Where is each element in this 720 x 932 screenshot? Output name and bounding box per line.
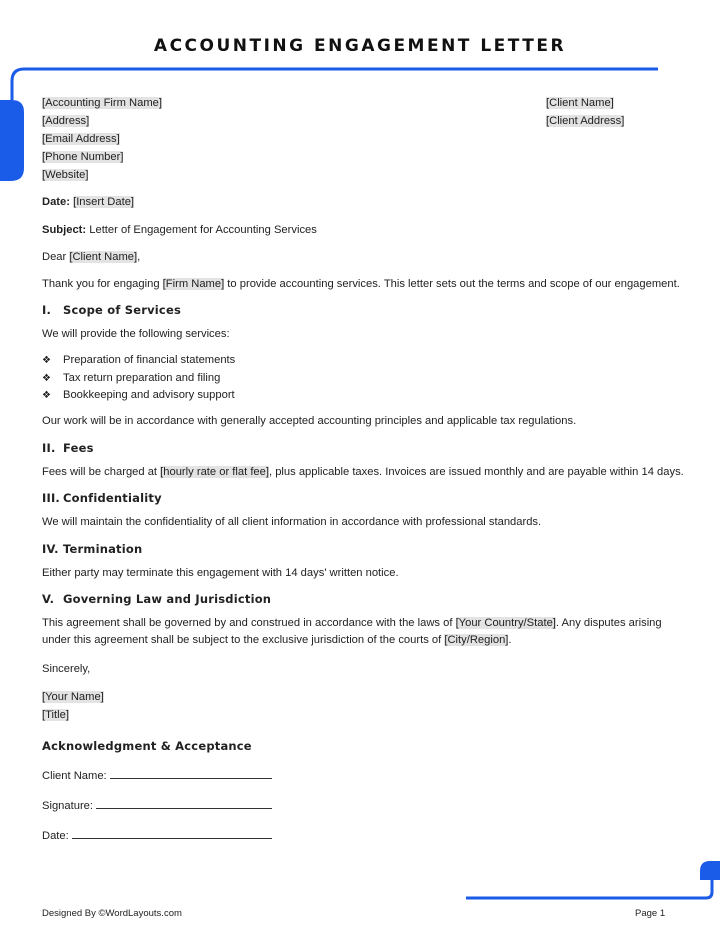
- bottom-accent-line: [466, 878, 712, 898]
- list-item: ❖ Bookkeeping and advisory support: [42, 386, 235, 405]
- section-heading-fees: II. Fees: [42, 441, 94, 455]
- sender-email: [Email Address]: [42, 133, 120, 145]
- footer-page-number: Page 1: [635, 908, 666, 919]
- bullet-diamond-icon: ❖: [42, 390, 51, 401]
- subject-line: Subject: Letter of Engagement for Accounting Services: [42, 224, 317, 236]
- termination-paragraph: Either party may terminate this engagement with 14 days' written notice.: [42, 567, 399, 579]
- scope-lead: We will provide the following services:: [42, 328, 230, 340]
- governing-paragraph-line-1: This agreement shall be governed by and construed in accordance with the laws of [Your Country/State]. Any disputes arising: [42, 617, 662, 629]
- bullet-diamond-icon: ❖: [42, 373, 51, 384]
- client-name-field[interactable]: Client Name:: [42, 767, 272, 785]
- date-line: Date: [Insert Date]: [42, 196, 135, 208]
- section-heading-termination: IV. Termination: [42, 542, 143, 556]
- salutation: Dear [Client Name],: [42, 251, 141, 263]
- section-heading-governing-law: V. Governing Law and Jurisdiction: [42, 592, 272, 606]
- sender-firm-name: [Accounting Firm Name]: [42, 97, 162, 109]
- bottom-right-accent-tab: [700, 861, 720, 880]
- closing-title: [Title]: [42, 709, 69, 721]
- acknowledgment-heading: Acknowledgment & Acceptance: [42, 739, 252, 753]
- section-heading-confidentiality: III. Confidentiality: [42, 491, 162, 505]
- sender-website: [Website]: [42, 169, 89, 181]
- governing-paragraph-line-2: under this agreement shall be subject to the exclusive jurisdiction of the courts of [City/Region].: [42, 634, 512, 646]
- signature-line[interactable]: [96, 797, 272, 809]
- section-heading-scope: I. Scope of Services: [42, 303, 181, 317]
- list-item: ❖ Tax return preparation and filing: [42, 369, 220, 388]
- fees-paragraph: Fees will be charged at [hourly rate or flat fee], plus applicable taxes. Invoices are issued monthly and are payable within 14 days.: [42, 466, 684, 478]
- closing-name: [Your Name]: [42, 691, 104, 703]
- left-accent-tab: [0, 100, 24, 181]
- date-signature-line[interactable]: [72, 827, 272, 839]
- client-name: [Client Name]: [546, 97, 614, 109]
- date-field[interactable]: Date:: [42, 827, 272, 845]
- closing-sincerely: Sincerely,: [42, 663, 91, 675]
- bullet-diamond-icon: ❖: [42, 355, 51, 366]
- sender-address: [Address]: [42, 115, 90, 127]
- signature-field[interactable]: Signature:: [42, 797, 272, 815]
- sender-phone: [Phone Number]: [42, 151, 124, 163]
- confidentiality-paragraph: We will maintain the confidentiality of all client information in accordance with professional standards.: [42, 516, 542, 528]
- client-name-signature-line[interactable]: [110, 767, 272, 779]
- list-item: ❖ Preparation of financial statements: [42, 351, 235, 370]
- scope-closing: Our work will be in accordance with generally accepted accounting principles and applicable tax regulations.: [42, 415, 577, 427]
- intro-paragraph: Thank you for engaging [Firm Name] to provide accounting services. This letter sets out the terms and scope of our engagement.: [42, 278, 680, 290]
- footer-credit: Designed By ©WordLayouts.com: [42, 908, 182, 919]
- client-address: [Client Address]: [546, 115, 625, 127]
- document-title: ACCOUNTING ENGAGEMENT LETTER: [153, 36, 567, 56]
